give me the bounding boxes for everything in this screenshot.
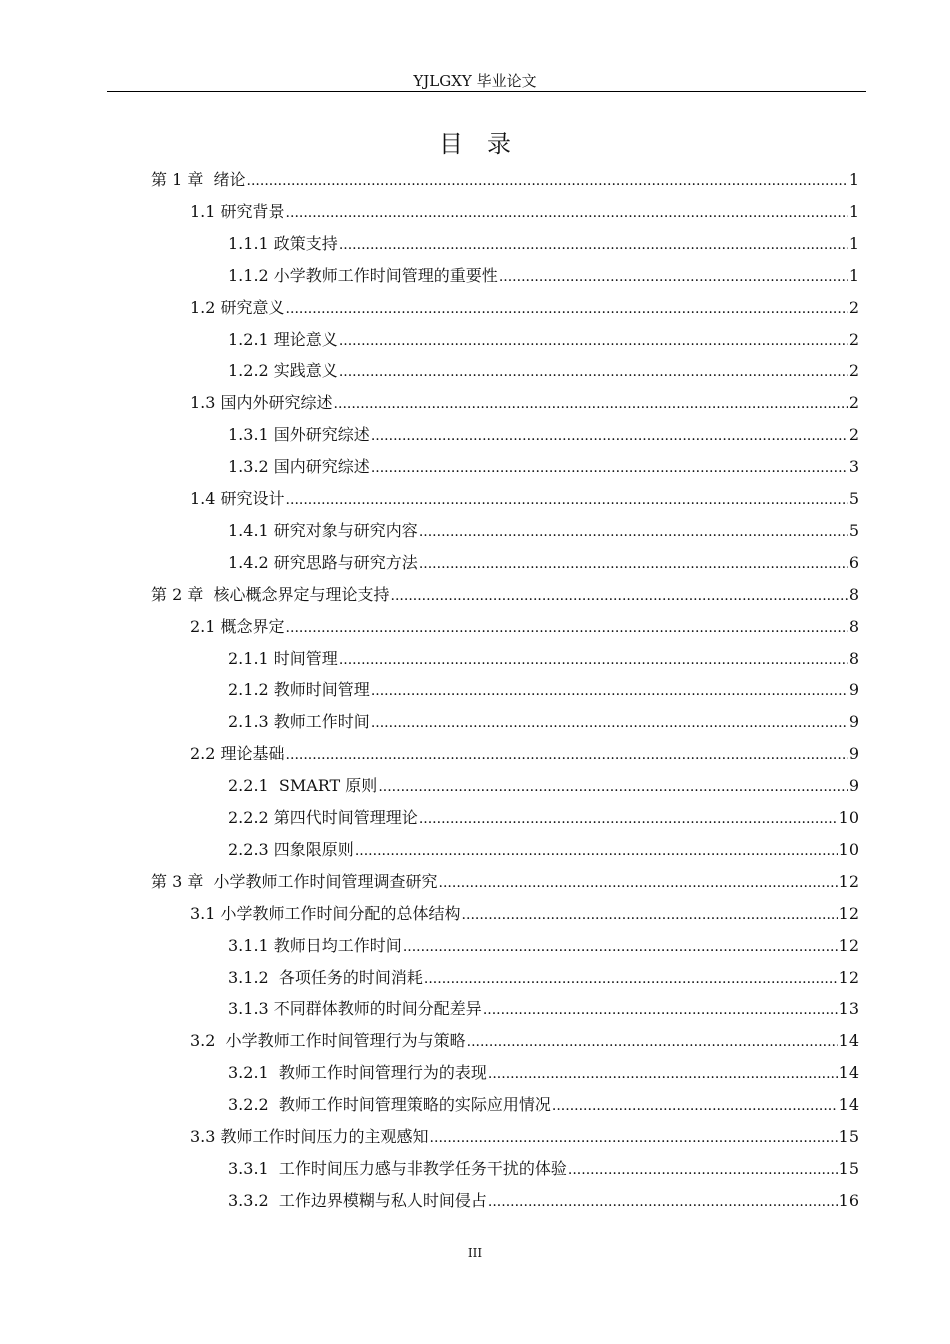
toc-entry[interactable] — [190, 1121, 859, 1153]
toc-entry[interactable] — [228, 643, 859, 675]
toc-dot-leader — [339, 325, 848, 357]
toc-dot-leader — [552, 1090, 838, 1122]
toc-dot-leader — [339, 644, 848, 676]
toc-entry-page: 10 — [838, 808, 859, 827]
toc-entry[interactable] — [228, 1057, 859, 1089]
toc-dot-leader — [439, 867, 838, 899]
toc-entry-page: 8 — [848, 616, 859, 636]
toc-dot-leader — [430, 1122, 838, 1154]
toc-entry-label: 1.4 研究设计 — [190, 489, 285, 508]
toc-entry[interactable] — [228, 834, 859, 866]
toc-entry-label: 3.1 小学教师工作时间分配的总体结构 — [190, 903, 461, 923]
toc-entry[interactable] — [228, 260, 859, 292]
toc-entry[interactable] — [228, 451, 859, 483]
toc-entry-label: 1.1 研究背景 — [190, 201, 285, 221]
toc-entry[interactable] — [228, 674, 859, 706]
toc-entry-label: 3.2.1 教师工作时间管理行为的表现 — [228, 1063, 487, 1083]
toc-entry-page: 8 — [848, 584, 859, 604]
toc-entry-page: 9 — [848, 680, 859, 700]
toc-entry-page: 1 — [848, 233, 859, 253]
toc-entry-page: 12 — [838, 935, 859, 955]
toc-entry-page: 8 — [848, 648, 859, 668]
toc-entry-label: 3.1.3 不同群体教师的时间分配差异 — [228, 999, 482, 1019]
toc-entry[interactable] — [228, 962, 859, 994]
toc-entry-page: 2 — [848, 297, 859, 317]
toc-entry[interactable] — [190, 196, 859, 228]
toc-entry-label: 第 1 章 绪论 — [151, 170, 246, 189]
toc-entry-label: 1.3.1 国外研究综述 — [228, 425, 370, 445]
toc-dot-leader — [403, 931, 838, 963]
toc-entry[interactable] — [228, 1089, 859, 1121]
toc-dot-leader — [371, 420, 848, 452]
toc-entry-label: 2.2.2 第四代时间管理理论 — [228, 808, 418, 827]
toc-entry-page: 13 — [838, 999, 859, 1019]
page-number: III — [467, 1246, 483, 1260]
toc-dot-leader — [371, 675, 848, 707]
toc-entry-page: 2 — [848, 425, 859, 445]
toc-entry-label: 1.1.1 政策支持 — [228, 233, 338, 253]
toc-entry-label: 1.2.1 理论意义 — [228, 329, 338, 349]
toc-entry[interactable] — [190, 1025, 859, 1057]
toc-entry[interactable] — [228, 324, 859, 356]
toc-entry-page: 9 — [848, 776, 859, 796]
toc-dot-leader — [488, 1186, 838, 1218]
toc-entry-page: 14 — [838, 1031, 859, 1051]
toc-entry[interactable] — [228, 930, 859, 962]
toc-dot-leader — [371, 707, 848, 739]
toc-entry-label: 2.2.1 SMART 原则 — [228, 776, 378, 796]
toc-entry[interactable] — [228, 993, 859, 1025]
toc-entry-label: 3.3.1 工作时间压力感与非教学任务干扰的体验 — [228, 1158, 567, 1178]
toc-entry[interactable] — [228, 1153, 859, 1185]
toc-entry[interactable] — [151, 164, 859, 196]
toc-entry[interactable] — [228, 1185, 859, 1217]
toc-entry-page: 2 — [848, 393, 859, 413]
toc-entry[interactable] — [151, 866, 859, 898]
toc-entry[interactable] — [228, 228, 859, 260]
toc-dot-leader — [339, 229, 848, 261]
toc-entry-label: 1.4.2 研究思路与研究方法 — [228, 552, 418, 572]
toc-dot-leader — [391, 580, 848, 612]
toc-dot-leader — [339, 356, 848, 388]
toc-entry-label: 2.2 理论基础 — [190, 744, 285, 764]
toc-entry-page: 9 — [848, 744, 859, 764]
toc-entry-page: 6 — [848, 552, 859, 572]
toc-entry-page: 9 — [848, 712, 859, 732]
toc-entry-page: 15 — [838, 1158, 859, 1178]
toc-dot-leader — [286, 484, 848, 516]
toc-dot-leader — [568, 1154, 838, 1186]
toc-entry[interactable] — [228, 515, 859, 547]
toc-entry[interactable] — [190, 387, 859, 419]
running-header: YJLGXY 毕业论文 — [413, 72, 537, 90]
toc-dot-leader — [355, 835, 838, 867]
toc-entry-page: 15 — [838, 1127, 859, 1146]
toc-entry-label: 第 3 章 小学教师工作时间管理调查研究 — [151, 871, 438, 891]
toc-entry-page: 2 — [848, 361, 859, 381]
toc-entry-page: 1 — [848, 170, 859, 189]
toc-entry-label: 3.3.2 工作边界模糊与私人时间侵占 — [228, 1190, 487, 1210]
toc-dot-leader — [247, 165, 848, 197]
toc-entry[interactable] — [151, 579, 859, 611]
toc-dot-leader — [483, 994, 838, 1026]
toc-dot-leader — [488, 1058, 838, 1090]
toc-title: 目录 — [439, 130, 535, 158]
toc-dot-leader — [286, 197, 848, 229]
toc-entry-page: 1 — [848, 265, 859, 285]
toc-entry-label: 2.1.2 教师时间管理 — [228, 680, 370, 700]
toc-entry[interactable] — [228, 770, 859, 802]
toc-entry-page: 12 — [838, 967, 859, 987]
toc-dot-leader — [419, 548, 848, 580]
toc-entry-label: 3.3 教师工作时间压力的主观感知 — [190, 1127, 429, 1146]
toc-entry-page: 12 — [838, 871, 859, 891]
toc-dot-leader — [462, 899, 838, 931]
toc-entry-page: 14 — [838, 1063, 859, 1083]
toc-dot-leader — [467, 1026, 838, 1058]
toc-entry-label: 2.1 概念界定 — [190, 616, 285, 636]
toc-dot-leader — [419, 803, 838, 835]
toc-entry[interactable] — [228, 547, 859, 579]
toc-entry-label: 3.1.2 各项任务的时间消耗 — [228, 967, 423, 987]
toc-entry-label: 3.2.2 教师工作时间管理策略的实际应用情况 — [228, 1095, 551, 1115]
toc-entry-label: 1.3 国内外研究综述 — [190, 393, 333, 413]
toc-entry[interactable] — [228, 802, 859, 834]
toc-dot-leader — [499, 261, 848, 293]
toc-dot-leader — [424, 963, 838, 995]
toc-entry-label: 2.1.3 教师工作时间 — [228, 712, 370, 732]
toc-entry-label: 3.2 小学教师工作时间管理行为与策略 — [190, 1031, 466, 1051]
toc-entry[interactable] — [190, 738, 859, 770]
toc-entry-label: 1.1.2 小学教师工作时间管理的重要性 — [228, 265, 498, 285]
toc-entry-label: 1.4.1 研究对象与研究内容 — [228, 520, 418, 540]
toc-entry-page: 5 — [848, 520, 859, 540]
toc-entry[interactable] — [190, 483, 859, 515]
toc-entry[interactable] — [228, 706, 859, 738]
toc-dot-leader — [371, 452, 848, 484]
toc-entry[interactable] — [190, 292, 859, 324]
toc-dot-leader — [286, 293, 848, 325]
toc-entry-page: 3 — [848, 457, 859, 477]
toc-entry-label: 1.2.2 实践意义 — [228, 361, 338, 381]
toc-entry-page: 14 — [838, 1095, 859, 1115]
toc-entry-label: 2.2.3 四象限原则 — [228, 839, 354, 859]
toc-entry-label: 3.1.1 教师日均工作时间 — [228, 935, 402, 955]
toc-entry-page: 1 — [848, 201, 859, 221]
toc-entry-page: 2 — [848, 329, 859, 349]
header-rule — [107, 91, 866, 92]
toc-dot-leader — [286, 612, 848, 644]
toc-dot-leader — [419, 516, 848, 548]
toc-entry[interactable] — [190, 611, 859, 643]
toc-entry[interactable] — [228, 419, 859, 451]
toc-dot-leader — [286, 739, 848, 771]
toc-dot-leader — [378, 771, 848, 803]
toc-entry-label: 1.2 研究意义 — [190, 297, 285, 317]
toc-entry-label: 第 2 章 核心概念界定与理论支持 — [151, 584, 390, 604]
toc-entry[interactable] — [228, 355, 859, 387]
toc-entry[interactable] — [190, 898, 859, 930]
toc-entry-label: 1.3.2 国内研究综述 — [228, 457, 370, 477]
toc-entry-page: 5 — [848, 489, 859, 508]
toc-entry-page: 10 — [838, 839, 859, 859]
toc-entry-label: 2.1.1 时间管理 — [228, 648, 338, 668]
toc-entry-page: 16 — [838, 1190, 859, 1210]
toc-entry-page: 12 — [838, 903, 859, 923]
toc-dot-leader — [334, 388, 848, 420]
